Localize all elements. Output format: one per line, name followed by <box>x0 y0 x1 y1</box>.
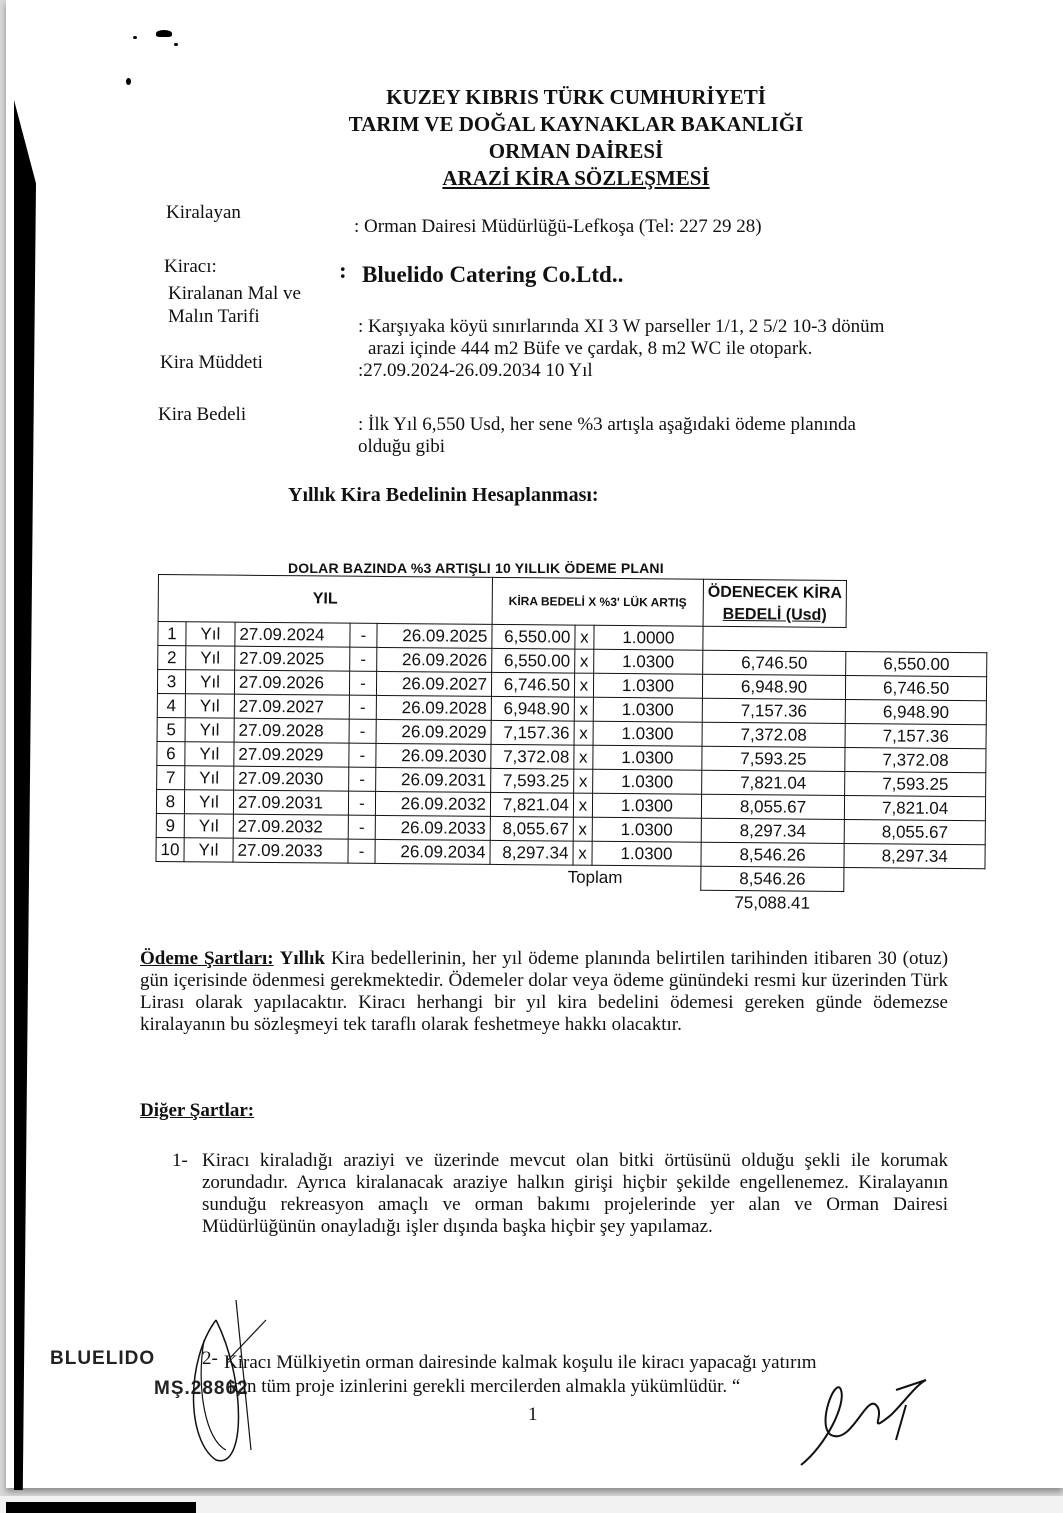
cell-pay: 8,546.26 <box>701 842 844 867</box>
cell-base: 7,157.36 <box>491 720 574 745</box>
cell-x: x <box>575 649 594 673</box>
table-row-grand-total <box>156 885 985 916</box>
cell-x: x <box>573 841 592 865</box>
cell-factor: 1.0300 <box>592 817 701 842</box>
cell-pay: 6,948.90 <box>845 700 986 725</box>
payment-plan-body <box>156 622 988 917</box>
cell-pay: 8,297.34 <box>844 843 985 868</box>
cell-dash: - <box>349 695 376 719</box>
cell-yil: Yıl <box>186 646 235 670</box>
header-department: ORMAN DAİRESİ <box>488 139 664 163</box>
document-title: ARAZİ KİRA SÖZLEŞMESİ <box>442 166 710 190</box>
cell-x: x <box>574 769 593 793</box>
other-term-item-2-number: 2- <box>202 1348 218 1369</box>
rent-label: Kira Bedeli <box>158 404 247 425</box>
cell-yil: Yıl <box>184 790 233 814</box>
cell-n: 7 <box>157 765 185 789</box>
cell-pay: 8,055.67 <box>701 794 844 819</box>
payable-header-line1: ÖDENECEK KİRA <box>707 583 843 602</box>
column-header-payable <box>703 579 847 627</box>
cell-x: x <box>573 793 592 817</box>
cell-base: 7,821.04 <box>490 792 573 817</box>
cell-yil: Yıl <box>184 814 233 838</box>
cell-x: x <box>573 817 592 841</box>
cell-pay: 7,821.04 <box>702 770 845 795</box>
cell-start: 27.09.2025 <box>235 646 350 671</box>
cell-pay: 6,550.00 <box>846 652 987 677</box>
cell-n: 4 <box>157 693 185 717</box>
cell-end: 26.09.2025 <box>377 623 492 648</box>
cell-factor: 1.0300 <box>592 793 701 818</box>
property-value-1: : Karşıyaka köyü sınırlarında XI 3 W parseller 1/1, 2 5/2 10-3 dönüm <box>358 316 885 337</box>
cell-n: 1 <box>158 622 186 646</box>
cell-base: 6,550.00 <box>492 648 575 673</box>
cell-end: 26.09.2028 <box>376 695 491 720</box>
scan-edge-shadow <box>14 100 36 1490</box>
cell-dash: - <box>349 767 376 791</box>
cell-base: 8,297.34 <box>490 840 573 865</box>
cell-yil: Yıl <box>185 670 234 694</box>
cell-dash: - <box>348 791 375 815</box>
cell-dash: - <box>348 839 375 863</box>
cell-base: 8,055.67 <box>490 816 573 841</box>
cell-dash: - <box>349 719 376 743</box>
other-term-item-2-line2: için tüm proje izinlerini gerekli mercilerden almakla yükümlüdür. “ <box>228 1376 741 1397</box>
cell-factor: 1.0300 <box>593 745 702 770</box>
cell-end: 26.09.2026 <box>377 647 492 672</box>
cell-end: 26.09.2033 <box>375 815 490 840</box>
cell-x: x <box>574 697 593 721</box>
document-header <box>306 84 846 192</box>
scan-speck <box>156 30 172 37</box>
cell-yil: Yıl <box>185 694 234 718</box>
property-label-1: Kiralanan Mal ve <box>168 283 301 304</box>
rent-value-1: : İlk Yıl 6,550 Usd, her sene %3 artışla aşağıdaki ödeme planında <box>358 414 856 435</box>
payment-plan-title: DOLAR BAZINDA %3 ARTIŞLI 10 YILLIK ÖDEME PLANI <box>288 560 664 576</box>
scan-speck <box>174 43 178 46</box>
cell-base: 6,948.90 <box>491 696 574 721</box>
cell-pay: 7,372.08 <box>845 748 986 773</box>
cell-n: 5 <box>157 717 185 741</box>
tenant-value: Bluelido Catering Co.Ltd.. <box>362 262 624 287</box>
cell-end: 26.09.2027 <box>376 671 491 696</box>
cell-pay: 7,372.08 <box>702 722 845 747</box>
cell-dash: - <box>350 647 377 671</box>
cell-yil: Yıl <box>185 742 234 766</box>
cell-pay: 6,746.50 <box>846 676 987 701</box>
payment-terms-text: Kira bedellerinin, her yıl ödeme planında belirtilen tarihinden itibaren 30 (otuz) gün içerisinde ödenmesi gerekmektedir. Ödemeler dolar veya ödeme günündeki resmi kur üzerinden Türk Lirası olarak yapılacaktır. Kiracı herhangi bir yıl kira bedelini ödemesi gereken günde ödemezse kiralayanın bu sözleşmeyi tek taraflı olarak feshetmeye hakkı olacaktır. <box>140 948 949 1035</box>
cell-base: 7,372.08 <box>491 744 574 769</box>
payment-terms-heading: Ödeme Şartları: <box>140 948 274 969</box>
cell-factor: 1.0300 <box>593 673 702 698</box>
cell-pay: 8,297.34 <box>701 818 844 843</box>
company-stamp-name: BLUELIDO <box>50 1348 156 1369</box>
cell-end: 26.09.2031 <box>376 767 491 792</box>
property-label-2: Malın Tarifi <box>168 306 260 327</box>
document-page <box>6 0 1063 1488</box>
cell-x: x <box>575 625 594 649</box>
cell-x: x <box>574 673 593 697</box>
cell-yil: Yıl <box>185 718 234 742</box>
cell-pay: 8,546.26 <box>701 866 844 891</box>
cell-yil: Yıl <box>184 838 233 862</box>
property-value-2: arazi içinde 444 m2 Büfe ve çardak, 8 m2 WC ile otopark. <box>368 338 813 359</box>
cell-start: 27.09.2029 <box>234 742 349 767</box>
payment-plan-table <box>155 574 988 916</box>
item-number: 1- <box>172 1150 188 1171</box>
signature-icon <box>796 1365 936 1470</box>
duration-value: :27.09.2024-26.09.2034 10 Yıl <box>358 360 593 381</box>
cell-factor: 1.0000 <box>594 625 703 650</box>
total-label: Toplam <box>567 867 623 887</box>
cell-end: 26.09.2029 <box>376 719 491 744</box>
payment-terms <box>140 948 948 1036</box>
column-header-year: YIL <box>158 575 492 625</box>
cell-start: 27.09.2028 <box>234 718 349 743</box>
cell-n: 10 <box>156 837 184 861</box>
cell-factor: 1.0300 <box>593 721 702 746</box>
cell-n: 8 <box>156 789 184 813</box>
cell-start: 27.09.2032 <box>233 814 348 839</box>
cell-n: 9 <box>156 813 184 837</box>
cell-base: 6,746.50 <box>491 672 574 697</box>
payable-header-line2: BEDELİ (Usd) <box>722 605 827 624</box>
cell-factor: 1.0300 <box>593 769 702 794</box>
cell-end: 26.09.2034 <box>375 839 490 864</box>
cell-start: 27.09.2027 <box>234 694 349 719</box>
tenant-label: Kiracı: <box>164 256 217 277</box>
cell-start: 27.09.2024 <box>235 622 350 647</box>
cell-pay: 7,821.04 <box>845 796 986 821</box>
cell-pay: 8,055.67 <box>844 820 985 845</box>
cell-dash: - <box>349 743 376 767</box>
cell-pay: 6,948.90 <box>702 674 845 699</box>
other-term-item-2-line1: Kiracı Mülkiyetin orman dairesinde kalmak koşulu ile kiracı yapacağı yatırım <box>224 1352 817 1373</box>
cell-pay: 7,157.36 <box>702 698 845 723</box>
cell-base: 6,550.00 <box>492 624 575 649</box>
cell-start: 27.09.2033 <box>233 838 348 863</box>
cell-x: x <box>574 721 593 745</box>
cell-yil: Yıl <box>185 766 234 790</box>
cell-pay: 7,593.25 <box>702 746 845 771</box>
cell-dash: - <box>349 671 376 695</box>
calculation-heading: Yıllık Kira Bedelinin Hesaplanması: <box>288 484 599 506</box>
company-stamp-registration: MŞ.28862 <box>154 1378 249 1399</box>
cell-base: 7,593.25 <box>491 768 574 793</box>
page-number: 1 <box>528 1404 538 1425</box>
cell-n: 2 <box>158 646 186 670</box>
other-term-item-1 <box>172 1150 948 1238</box>
cell-n: 3 <box>157 670 185 694</box>
cell-dash: - <box>348 815 375 839</box>
cell-factor: 1.0300 <box>593 697 702 722</box>
cell-pay: 7,593.25 <box>845 772 986 797</box>
next-page-dark-edge <box>6 1502 196 1513</box>
cell-pay: 6,746.50 <box>703 650 846 675</box>
cell-factor: 1.0300 <box>594 649 703 674</box>
scan-speck <box>133 36 137 39</box>
scan-speck <box>126 78 131 85</box>
duration-label: Kira Müddeti <box>160 352 263 373</box>
column-header-rent-increase: KİRA BEDELİ X %3' LÜK ARTIŞ <box>492 577 703 626</box>
cell-start: 27.09.2026 <box>234 670 349 695</box>
cell-start: 27.09.2030 <box>234 766 349 791</box>
cell-yil: Yıl <box>186 622 235 646</box>
cell-start: 27.09.2031 <box>233 790 348 815</box>
cell-x: x <box>574 745 593 769</box>
cell-dash: - <box>350 623 377 647</box>
tenant-colon: : <box>339 258 347 283</box>
total-value: 75,088.41 <box>734 892 811 913</box>
cell-n: 6 <box>157 741 185 765</box>
other-terms-heading: Diğer Şartlar: <box>140 1100 255 1121</box>
cell-end: 26.09.2032 <box>375 791 490 816</box>
stamp-signature-icon <box>176 1300 286 1470</box>
rent-value-2: olduğu gibi <box>358 436 446 457</box>
header-republic: KUZEY KIBRIS TÜRK CUMHURİYETİ <box>386 85 766 109</box>
other-terms-heading-wrap <box>140 1100 948 1122</box>
lessor-label: Kiralayan <box>166 202 241 223</box>
header-ministry: TARIM VE DOĞAL KAYNAKLAR BAKANLIĞI <box>348 112 804 136</box>
cell-factor: 1.0300 <box>592 841 701 866</box>
lessor-value: : Orman Dairesi Müdürlüğü-Lefkoşa (Tel: 227 29 28) <box>354 216 762 237</box>
item-text: Kiracı kiraladığı araziyi ve üzerinde mevcut olan bitki örtüsünü olduğu şekli ile korumak zorundadır. Ayrıca kiralanacak araziye halkın girişi hiçbir şekilde engellenemez. Kiralayanın sunduğu rekreasyon amaçlı ve orman bakımı projelerinde yer alan ve Orman Dairesi Müdürlüğünün onayladığı işler dışında başka hiçbir şey yapılamaz. <box>202 1150 948 1237</box>
cell-pay: 7,157.36 <box>845 724 986 749</box>
cell-end: 26.09.2030 <box>376 743 491 768</box>
payment-terms-lead: Yıllık <box>279 948 325 969</box>
